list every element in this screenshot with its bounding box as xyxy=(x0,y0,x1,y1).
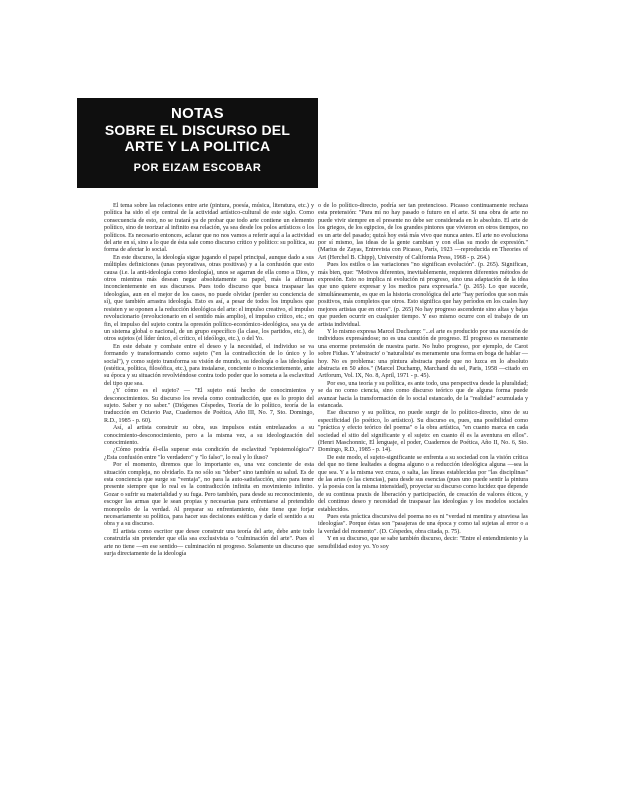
paragraph: Pues los estilos o las variaciones "no significan evolución". (p. 265). Significan, más bien, que: "Motivos diferentes, inevitablemente, requieren diferentes métodos de expresión. Esto no implica ni evolución ni progreso, sino una adaptación de la idea que uno quiere expresar y los medios para expresarla." (p. 265). Lo que sucede, simultáneamente, es que en la historia cronológica del arte "hay períodos que son más positivos, más completos que otros. Esto significa que hay períodos en los cuales hay mejores artistas que en otros". (p. 265) No hay progreso ascendente sino altas y bajas que pueden ocurrir en cualquier tiempo. Y eso mismo ocurre con el trabajo de un artista individual. xyxy=(318,262,528,328)
right-column xyxy=(318,203,528,551)
paragraph: ¿Y cómo es el sujeto? — "El sujeto está hecho de conocimientos y desconocimientos. Su discurso los revela como contradicción, que es lo propio del sujeto. Saber y no saber." (Diógenes Céspedes, Teoría de lo político, teoría de la traducción en Octavio Paz, Cuadernos de Poética, Año III, No. 7, Sto. Domingo, R.D., 1985 - p. 60). xyxy=(104,388,314,424)
paragraph: Pues esta práctica discursiva del poema no es ni "verdad ni mentira y atraviesa las ideologías". Porque éstas son "pasajeras de una época y como tal sujetas al error o a la verdad del momento". (D. Céspedes, obra citada, p. 75). xyxy=(318,514,528,535)
paragraph: Así, al artista construir su obra, sus impulsos están entrelazados a su conocimiento-desconocimiento, pero a la misma vez, a su ideologización del conocimiento. xyxy=(104,425,314,446)
paragraph: Por eso, una teoría y su política, es ante todo, una perspectiva desde la pluralidad; se da no como ciencia, sino como discurso teórico que de alguna forma puede avanzar hacia la transformación de lo social estancado, de la "realidad" acumulada y estancada. xyxy=(318,380,528,409)
paragraph: Ese discurso y su política, no puede surgir de lo político-directo, sino de su especificidad (lo poético, lo artístico). Su discurso es, pues, una posibilidad como "práctica y efecto teórico del poema" o la obra artística, "en cuanto marca en cada sociedad el sitio del significante y el sujeto: en cuanto él es la aventura en ellos". (Henri Maschonnic, El lenguaje, el poder, Cuadernos de Poética, Año II, No. 6, Sto. Domingo, R.D., 1985 - p. 14). xyxy=(318,410,528,454)
title-line-3: ARTE Y LA POLITICA xyxy=(124,138,271,154)
paragraph: o de lo político-directo, podría ser tan pretencioso. Picasso continuamente rechaza esta pretensión: "Para mí no hay pasado o futuro en el arte. Si una obra de arte no puede vivir siempre en el presente no debe ser considerada en lo absoluto. El arte de los griegos, de los egipcios, de los grandes pintores que vivieron en otros tiempos, no es un arte del pasado; quizá hoy está más vivo que nunca antes. El arte no evoluciona por sí mismo, las ideas de la gente cambian y con ellas su modo de expresión." (Marius de Zayas, Entrevista con Picasso, París, 1923 —reproducida en Theories of Art (Herchel B. Chipp), University of California Press, 1968 - p. 264.) xyxy=(318,203,528,261)
paragraph: De este modo, el sujeto-significante se enfrenta a su sociedad con la visión crítica del que no tiene lealtades a dogma alguno o a reducción ideológica alguna —sea la que sea. Y a la misma vez cruza, o salta, las líneas establecidas por "las disciplinas" de las artes (o las ciencias), para desde sus esencias (pues uno puede sentir la pintura y la poesía con la misma intensidad), proyectar su discurso como lucidez que depende de su continua praxis de liberación y participación, de creación de valores éticos, y del continuo deseo y necesidad de traspasar las ideologías y los modelos sociales establecidos. xyxy=(318,454,528,513)
title-block xyxy=(77,98,318,188)
title-line-2: SOBRE EL DISCURSO DEL xyxy=(104,122,291,138)
paragraph: El tema sobre las relaciones entre arte (pintura, poesía, música, literatura, etc.) y política ha sido el eje central de la actividad artístico-cultural de este siglo. Como consecuencia de esto, no se tratará ya de probar que todo arte contiene un elemento político, sino de teorizar al infinito esa relación, ya sea desde los polos artísticos o los políticos. Es necesario entonces, aclarar que no nos vamos a referir aquí a la actividad del arte en sí, sino a lo que de ésta sale como discurso crítico y político: su política, su forma de afectar lo social. xyxy=(104,203,314,254)
title-line-1: NOTAS xyxy=(171,105,224,122)
author-byline: POR EIZAM ESCOBAR xyxy=(133,162,262,174)
paragraph: En este debate y combate entre el deseo y la necesidad, el individuo se va formando y transformando como sujeto ("en la contradicción de lo único y lo social"), y como sujeto transforma su visión de mundo, su ideología o las ideologías (estética, política, filosófica, etc.), para instalarse, conciente o inconcientemente, ante su época y su situación revolviéndose contra todo poder que lo someta a la esclavitud del tipo que sea. xyxy=(104,343,314,387)
paragraph: En este discurso, la ideología sigue jugando el papel principal, aunque dado a sus múltiples definiciones (unas peyorativas, otras positivas) y a la confusión que esto causa (i.e. la anti-ideología como ideología), unos se agarran de ella como a Dios, y otros mientras más desean negar absolutamente su papel, más la afirman inconcientemente en sus discursos. Pues todo discurso que busca traspasar las ideologías, aun en el mejor de los casos, no puede olvidar (perder su conciencia de sí), que también arrastra ideología. Esto es así, a pesar de todos los impulsos que resisten y se oponen a la reducción ideológica del arte: el impulso creativo, el impulso revolucionario (revolucionario en el sentido más amplio), el impulso crítico, etc.; en fin, el impulso del sujeto contra la opresión político-económico-ideológica, sea ya de un sistema global o nacional, de un grupo específico (la clase, los partidos, etc.), de otros sujetos (el líder único, el crítico, el ideólogo, etc.), o del Yo. xyxy=(104,254,314,343)
paragraph: Y lo mismo expresa Marcel Duchamp: "...el arte es producido por una sucesión de individuos expresándose; no es una cuestión de progreso. El progreso es meramente una enorme pretensión de nuestra parte. No hubo progreso, por ejemplo, de Carot sobre Fidias. Y 'abstracto' o 'naturalista' es meramente una forma en boga de hablar —hoy. No es problema: una pintura abstracta puede que no luzca en lo absoluto abstracta en 50 años." (Marcel Duchamp, Marchand du sel, Paris, 1958 —citado en Artforum, Vol. IX, No. 8, April, 1971 - p. 45). xyxy=(318,328,528,380)
paragraph: Por el momento, diremos que lo importante es, una vez conciente de esta situación compleja, no olvidarlo. Es no sólo su "deber" sino también su salud. Es de esta conciencia que surge su "ventaja", no para la auto-satisfacción, sino para tener presente siempre que lo real es la contradicción infinita en movimiento infinito. Gozar o sufrir su materialidad y su fuga. Pero también, para desde su reconocimiento, escoger las armas que le sean propias y necesarias para enfrentarse al pretendido monopolio de la verdad. Al preparar su enfrentamiento, éste tiene que forjar necesariamente su política, para hacer sus decisiones estéticas y darle el sentido a su obra y a su discurso. xyxy=(104,462,314,528)
paragraph: El artista como escritor que desee construir una teoría del arte, debe ante todo construirla sin pretender que ella sea exclusivista o "culminación del arte". Pues el arte no tiene —en ese sentido— culminación ni progreso. Solamente un discurso que surja directamente de la ideología xyxy=(104,528,314,558)
paragraph: ¿Cómo podría él-ella superar esta condición de esclavitud "epistemológica"? ¿Esta confusión entre "lo verdadero" y "lo falso", lo real y lo iluso? xyxy=(104,447,314,461)
paragraph: Y en su discurso, que se sabe también discurso, decir: "Entre el entendimiento y la sensibilidad estoy yo. Yo soy xyxy=(318,536,528,550)
left-column xyxy=(104,203,314,559)
